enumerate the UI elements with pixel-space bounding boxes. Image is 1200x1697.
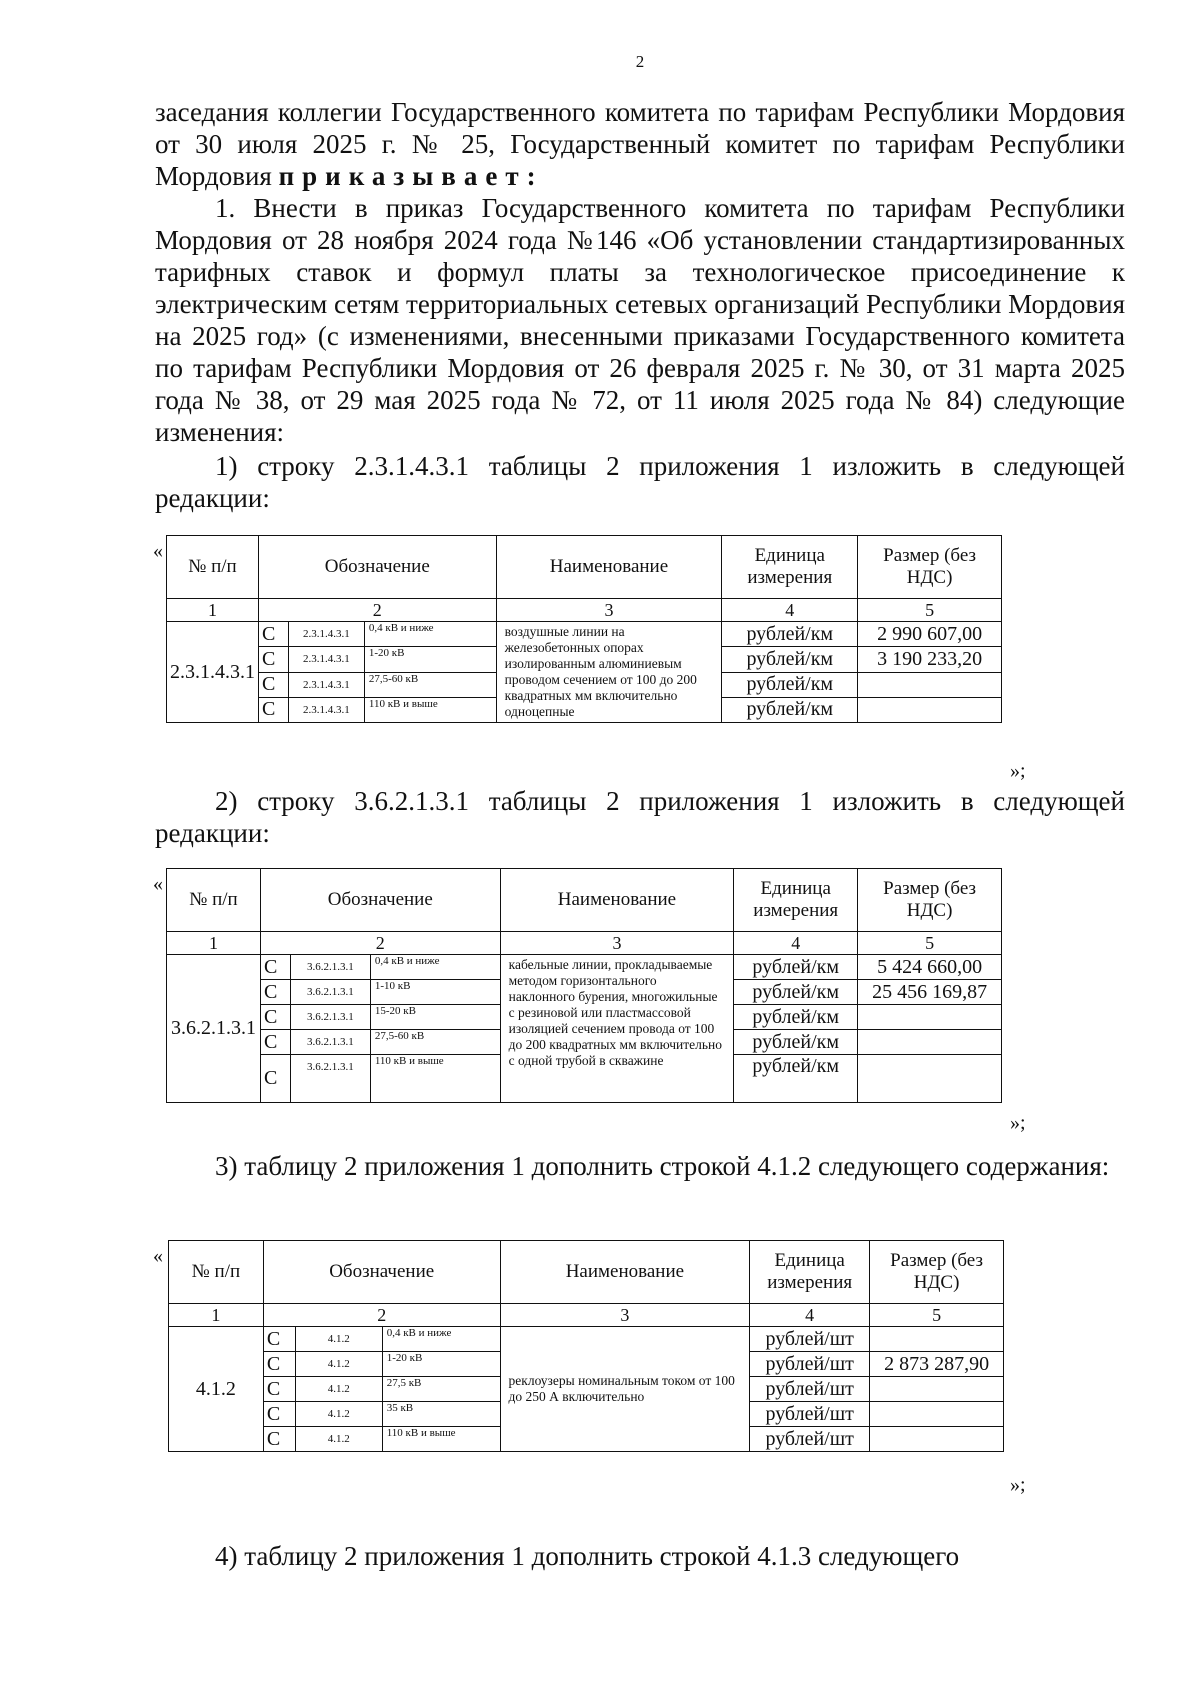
row-value [858, 1030, 1002, 1055]
row-value [870, 1377, 1004, 1402]
row-description: воздушные линии на железобетонных опорах изолированным алюминиевым проводом сечением от 100 до 200 квадратных мм включительно одноцепные [496, 622, 722, 723]
row-letter: C [263, 1402, 295, 1427]
row-unit: рублей/км [734, 1005, 858, 1030]
header-designation: Обозначение [263, 1241, 500, 1304]
col-num-2: 2 [258, 599, 496, 622]
row-value [870, 1402, 1004, 1427]
col-num-5: 5 [858, 932, 1002, 955]
row-voltage: 1-20 кВ [382, 1352, 500, 1377]
col-num-4: 4 [734, 932, 858, 955]
row-code: 3.6.2.1.3.1 [290, 955, 370, 980]
item-1-text [155, 450, 1125, 514]
point-1-text: 1. Внести в приказ Государственного комитета по тарифам Республики Мордовия от 28 ноября 2024 года №146 «Об установлении стандартизированных тарифных ставок и формул платы за технологическое присоединение к электрическим сетям территориальных сетевых организаций Республики Мордовия на 2025 год» (с изменениями, внесенными приказами Государственного комитета по тарифам Республики Мордовия от 26 февраля 2025 г. № 30, от 31 марта 2025 года № 38, от 29 мая 2025 года № 72, от 11 июля 2025 года № 84) следующие изменения: [155, 193, 1125, 447]
col-num-3: 3 [500, 1304, 750, 1327]
col-num-1: 1 [169, 1304, 264, 1327]
row-voltage: 0,4 кВ и ниже [382, 1327, 500, 1352]
row-voltage: 15-20 кВ [370, 1005, 500, 1030]
col-num-1: 1 [167, 599, 259, 622]
row-id: 3.6.2.1.3.1 [167, 955, 261, 1103]
table-3 [168, 1240, 1004, 1452]
row-letter: C [263, 1352, 295, 1377]
row-letter: C [263, 1427, 295, 1452]
row-voltage: 1-10 кВ [370, 980, 500, 1005]
item-3-text [155, 1150, 1125, 1182]
col-num-1: 1 [167, 932, 261, 955]
row-value: 2 990 607,00 [858, 622, 1002, 647]
row-unit: рублей/км [734, 955, 858, 980]
row-letter: C [263, 1377, 295, 1402]
header-unit: Единица измерения [734, 869, 858, 932]
row-letter: C [260, 1030, 290, 1055]
item-2-label: 2) строку 3.6.2.1.3.1 таблицы 2 приложения 1 изложить в следующей редакции: [155, 786, 1125, 848]
row-description: реклоузеры номинальным током от 100 до 250 А включительно [500, 1327, 750, 1452]
row-letter: C [260, 955, 290, 980]
row-value [858, 697, 1002, 722]
row-description: кабельные линии, прокладываемые методом горизонтального наклонного бурения, многожильные с резиновой или пластмассовой изоляцией сечением провода от 100 до 200 квадратных мм включительно с одной трубой в скважине [500, 955, 734, 1103]
col-num-3: 3 [500, 932, 734, 955]
row-id: 4.1.2 [169, 1327, 264, 1452]
table-1-open-quote: « [153, 540, 163, 562]
row-unit: рублей/км [722, 672, 858, 697]
header-num: № п/п [169, 1241, 264, 1304]
row-unit: рублей/шт [750, 1327, 870, 1352]
row-value: 2 873 287,90 [870, 1352, 1004, 1377]
table-3-close-quote: »; [1010, 1474, 1026, 1496]
item-3-label: 3) таблицу 2 приложения 1 дополнить строкой 4.1.2 следующего содержания: [215, 1151, 1110, 1181]
intro-paragraph [155, 96, 1125, 192]
row-code: 2.3.1.4.3.1 [288, 697, 364, 722]
table-3-open-quote: « [153, 1245, 163, 1267]
row-letter: C [258, 647, 288, 672]
col-num-4: 4 [750, 1304, 870, 1327]
header-name: Наименование [500, 869, 734, 932]
header-num: № п/п [167, 869, 261, 932]
row-voltage: 0,4 кВ и ниже [370, 955, 500, 980]
header-size: Размер (без НДС) [870, 1241, 1004, 1304]
row-letter: C [260, 980, 290, 1005]
table-1-close-quote: »; [1010, 760, 1026, 782]
row-value [858, 672, 1002, 697]
row-voltage: 35 кВ [382, 1402, 500, 1427]
row-value [870, 1427, 1004, 1452]
item-4-label: 4) таблицу 2 приложения 1 дополнить строкой 4.1.3 следующего [215, 1541, 960, 1571]
row-letter: C [260, 1055, 290, 1103]
row-unit: рублей/км [722, 647, 858, 672]
header-designation: Обозначение [260, 869, 500, 932]
row-letter: C [263, 1327, 295, 1352]
header-num: № п/п [167, 536, 259, 599]
page-number: 2 [635, 52, 645, 71]
point-1-paragraph [155, 192, 1125, 448]
row-code: 2.3.1.4.3.1 [288, 622, 364, 647]
row-code: 2.3.1.4.3.1 [288, 647, 364, 672]
header-designation: Обозначение [258, 536, 496, 599]
row-unit: рублей/шт [750, 1427, 870, 1452]
item-2-text [155, 785, 1125, 849]
col-num-4: 4 [722, 599, 858, 622]
row-letter: C [258, 622, 288, 647]
row-letter: C [258, 672, 288, 697]
row-voltage: 110 кВ и выше [364, 697, 496, 722]
row-code: 4.1.2 [295, 1402, 382, 1427]
row-voltage: 1-20 кВ [364, 647, 496, 672]
col-num-5: 5 [870, 1304, 1004, 1327]
header-name: Наименование [496, 536, 722, 599]
header-size: Размер (без НДС) [858, 536, 1002, 599]
col-num-2: 2 [263, 1304, 500, 1327]
row-unit: рублей/км [734, 1055, 858, 1103]
item-4-text [155, 1540, 1125, 1572]
table-2-open-quote: « [153, 873, 163, 895]
table-2-close-quote: »; [1010, 1112, 1026, 1134]
row-voltage: 110 кВ и выше [382, 1427, 500, 1452]
header-name: Наименование [500, 1241, 750, 1304]
header-size: Размер (без НДС) [858, 869, 1002, 932]
row-value [858, 1005, 1002, 1030]
row-code: 3.6.2.1.3.1 [290, 1030, 370, 1055]
header-unit: Единица измерения [750, 1241, 870, 1304]
table-2 [166, 868, 1002, 1103]
row-code: 3.6.2.1.3.1 [290, 1055, 370, 1103]
row-unit: рублей/шт [750, 1377, 870, 1402]
row-unit: рублей/шт [750, 1402, 870, 1427]
row-voltage: 27,5-60 кВ [370, 1030, 500, 1055]
row-code: 4.1.2 [295, 1352, 382, 1377]
row-unit: рублей/км [734, 980, 858, 1005]
row-value: 5 424 660,00 [858, 955, 1002, 980]
col-num-5: 5 [858, 599, 1002, 622]
row-value: 3 190 233,20 [858, 647, 1002, 672]
col-num-2: 2 [260, 932, 500, 955]
row-value: 25 456 169,87 [858, 980, 1002, 1005]
row-voltage: 27,5-60 кВ [364, 672, 496, 697]
row-id: 2.3.1.4.3.1 [167, 622, 259, 723]
table-1 [166, 535, 1002, 723]
header-unit: Единица измерения [722, 536, 858, 599]
item-1-label: 1) строку 2.3.1.4.3.1 таблицы 2 приложения 1 изложить в следующей редакции: [155, 451, 1125, 513]
row-unit: рублей/км [722, 697, 858, 722]
row-code: 3.6.2.1.3.1 [290, 1005, 370, 1030]
row-unit: рублей/км [722, 622, 858, 647]
row-voltage: 0,4 кВ и ниже [364, 622, 496, 647]
row-code: 3.6.2.1.3.1 [290, 980, 370, 1005]
row-code: 4.1.2 [295, 1327, 382, 1352]
row-voltage: 110 кВ и выше [370, 1055, 500, 1103]
row-letter: C [260, 1005, 290, 1030]
order-word: приказывает: [278, 161, 544, 191]
row-code: 2.3.1.4.3.1 [288, 672, 364, 697]
row-unit: рублей/шт [750, 1352, 870, 1377]
row-voltage: 27,5 кВ [382, 1377, 500, 1402]
intro-text: заседания коллегии Государственного комитета по тарифам Республики Мордовия от 30 июля 2025 г. № 25, Государственный комитет по тарифам Республики Мордовия [155, 97, 1125, 191]
row-code: 4.1.2 [295, 1377, 382, 1402]
row-letter: C [258, 697, 288, 722]
col-num-3: 3 [496, 599, 722, 622]
row-code: 4.1.2 [295, 1427, 382, 1452]
row-unit: рублей/км [734, 1030, 858, 1055]
row-value [858, 1055, 1002, 1103]
row-value [870, 1327, 1004, 1352]
